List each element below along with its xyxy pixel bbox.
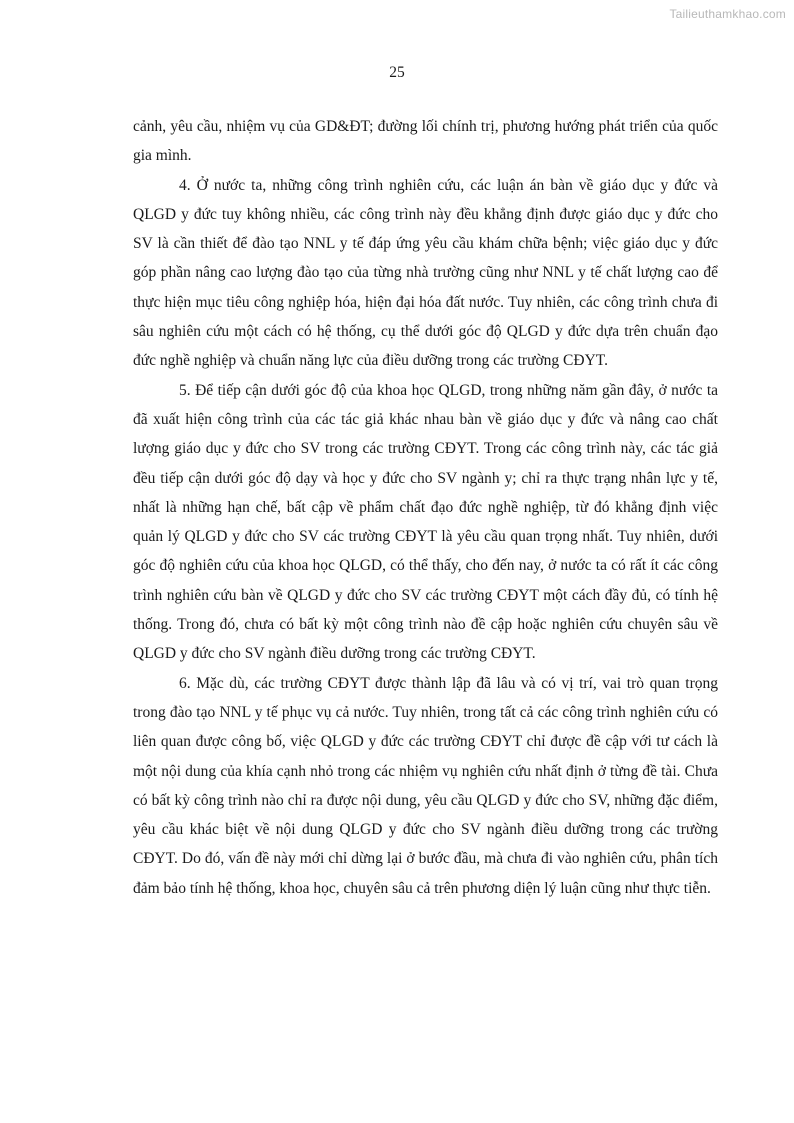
paragraph-4: 4. Ở nước ta, những công trình nghiên cứu, các luận án bàn về giáo dục y đức và QLGD y đức tuy không nhiều, các công trình này đều khẳng định được giáo dục y đức cho SV là cần thiết để đào tạo NNL y tế đáp ứng yêu cầu khám chữa bệnh; việc giáo dục y đức góp phần nâng cao lượng đào tạo của từng nhà trường cũng như NNL y tế chất lượng cao để thực hiện mục tiêu công nghiệp hóa, hiện đại hóa đất nước. Tuy nhiên, các công trình chưa đi sâu nghiên cứu một cách có hệ thống, cụ thể dưới góc độ QLGD y đức dựa trên chuẩn đạo đức nghề nghiệp và chuẩn năng lực của điều dưỡng trong các trường CĐYT. bbox=[133, 176, 718, 370]
document-body bbox=[133, 112, 718, 903]
page-number: 25 bbox=[389, 64, 405, 81]
paragraph-6: 6. Mặc dù, các trường CĐYT được thành lập đã lâu và có vị trí, vai trò quan trọng trong đào tạo NNL y tế phục vụ cả nước. Tuy nhiên, trong tất cả các công trình nghiên cứu có liên quan được công bố, việc QLGD y đức các trường CĐYT chỉ được đề cập với tư cách là một nội dung của khía cạnh nhỏ trong các nhiệm vụ nghiên cứu nhất định ở từng đề tài. Chưa có bất kỳ công trình nào chỉ ra được nội dung, yêu cầu QLGD y đức cho SV, những đặc điểm, yêu cầu khác biệt về nội dung QLGD y đức cho SV ngành điều dưỡng trong các trường CĐYT. Do đó, vấn đề này mới chỉ dừng lại ở bước đầu, mà chưa đi vào nghiên cứu, phân tích đảm bảo tính hệ thống, khoa học, chuyên sâu cả trên phương diện lý luận cũng như thực tiễn. bbox=[133, 674, 718, 897]
paragraph-5: 5. Để tiếp cận dưới góc độ của khoa học QLGD, trong những năm gần đây, ở nước ta đã xuất hiện công trình của các tác giả khác nhau bàn về giáo dục y đức và nâng cao chất lượng giáo dục y đức cho SV trong các trường CĐYT. Trong các công trình này, các tác giả đều tiếp cận dưới góc độ dạy và học y đức cho SV ngành y; chỉ ra thực trạng nhân lực y tế, nhất là những hạn chế, bất cập về phẩm chất đạo đức nghề nghiệp, từ đó khẳng định việc quản lý QLGD y đức cho SV các trường CĐYT là yêu cầu quan trọng nhất. Tuy nhiên, dưới góc độ nghiên cứu của khoa học QLGD, có thể thấy, cho đến nay, ở nước ta có rất ít các công trình nghiên cứu bàn về QLGD y đức cho SV các trường CĐYT một cách đầy đủ, có tính hệ thống. Trong đó, chưa có bất kỳ một công trình nào đề cập hoặc nghiên cứu chuyên sâu về QLGD y đức cho SV ngành điều dưỡng trong các trường CĐYT. bbox=[133, 381, 718, 663]
paragraph-continuation: cảnh, yêu cầu, nhiệm vụ của GD&ĐT; đường lối chính trị, phương hướng phát triển của quốc gia mình. bbox=[133, 118, 718, 165]
watermark: Tailieuthamkhao.com bbox=[669, 7, 786, 21]
